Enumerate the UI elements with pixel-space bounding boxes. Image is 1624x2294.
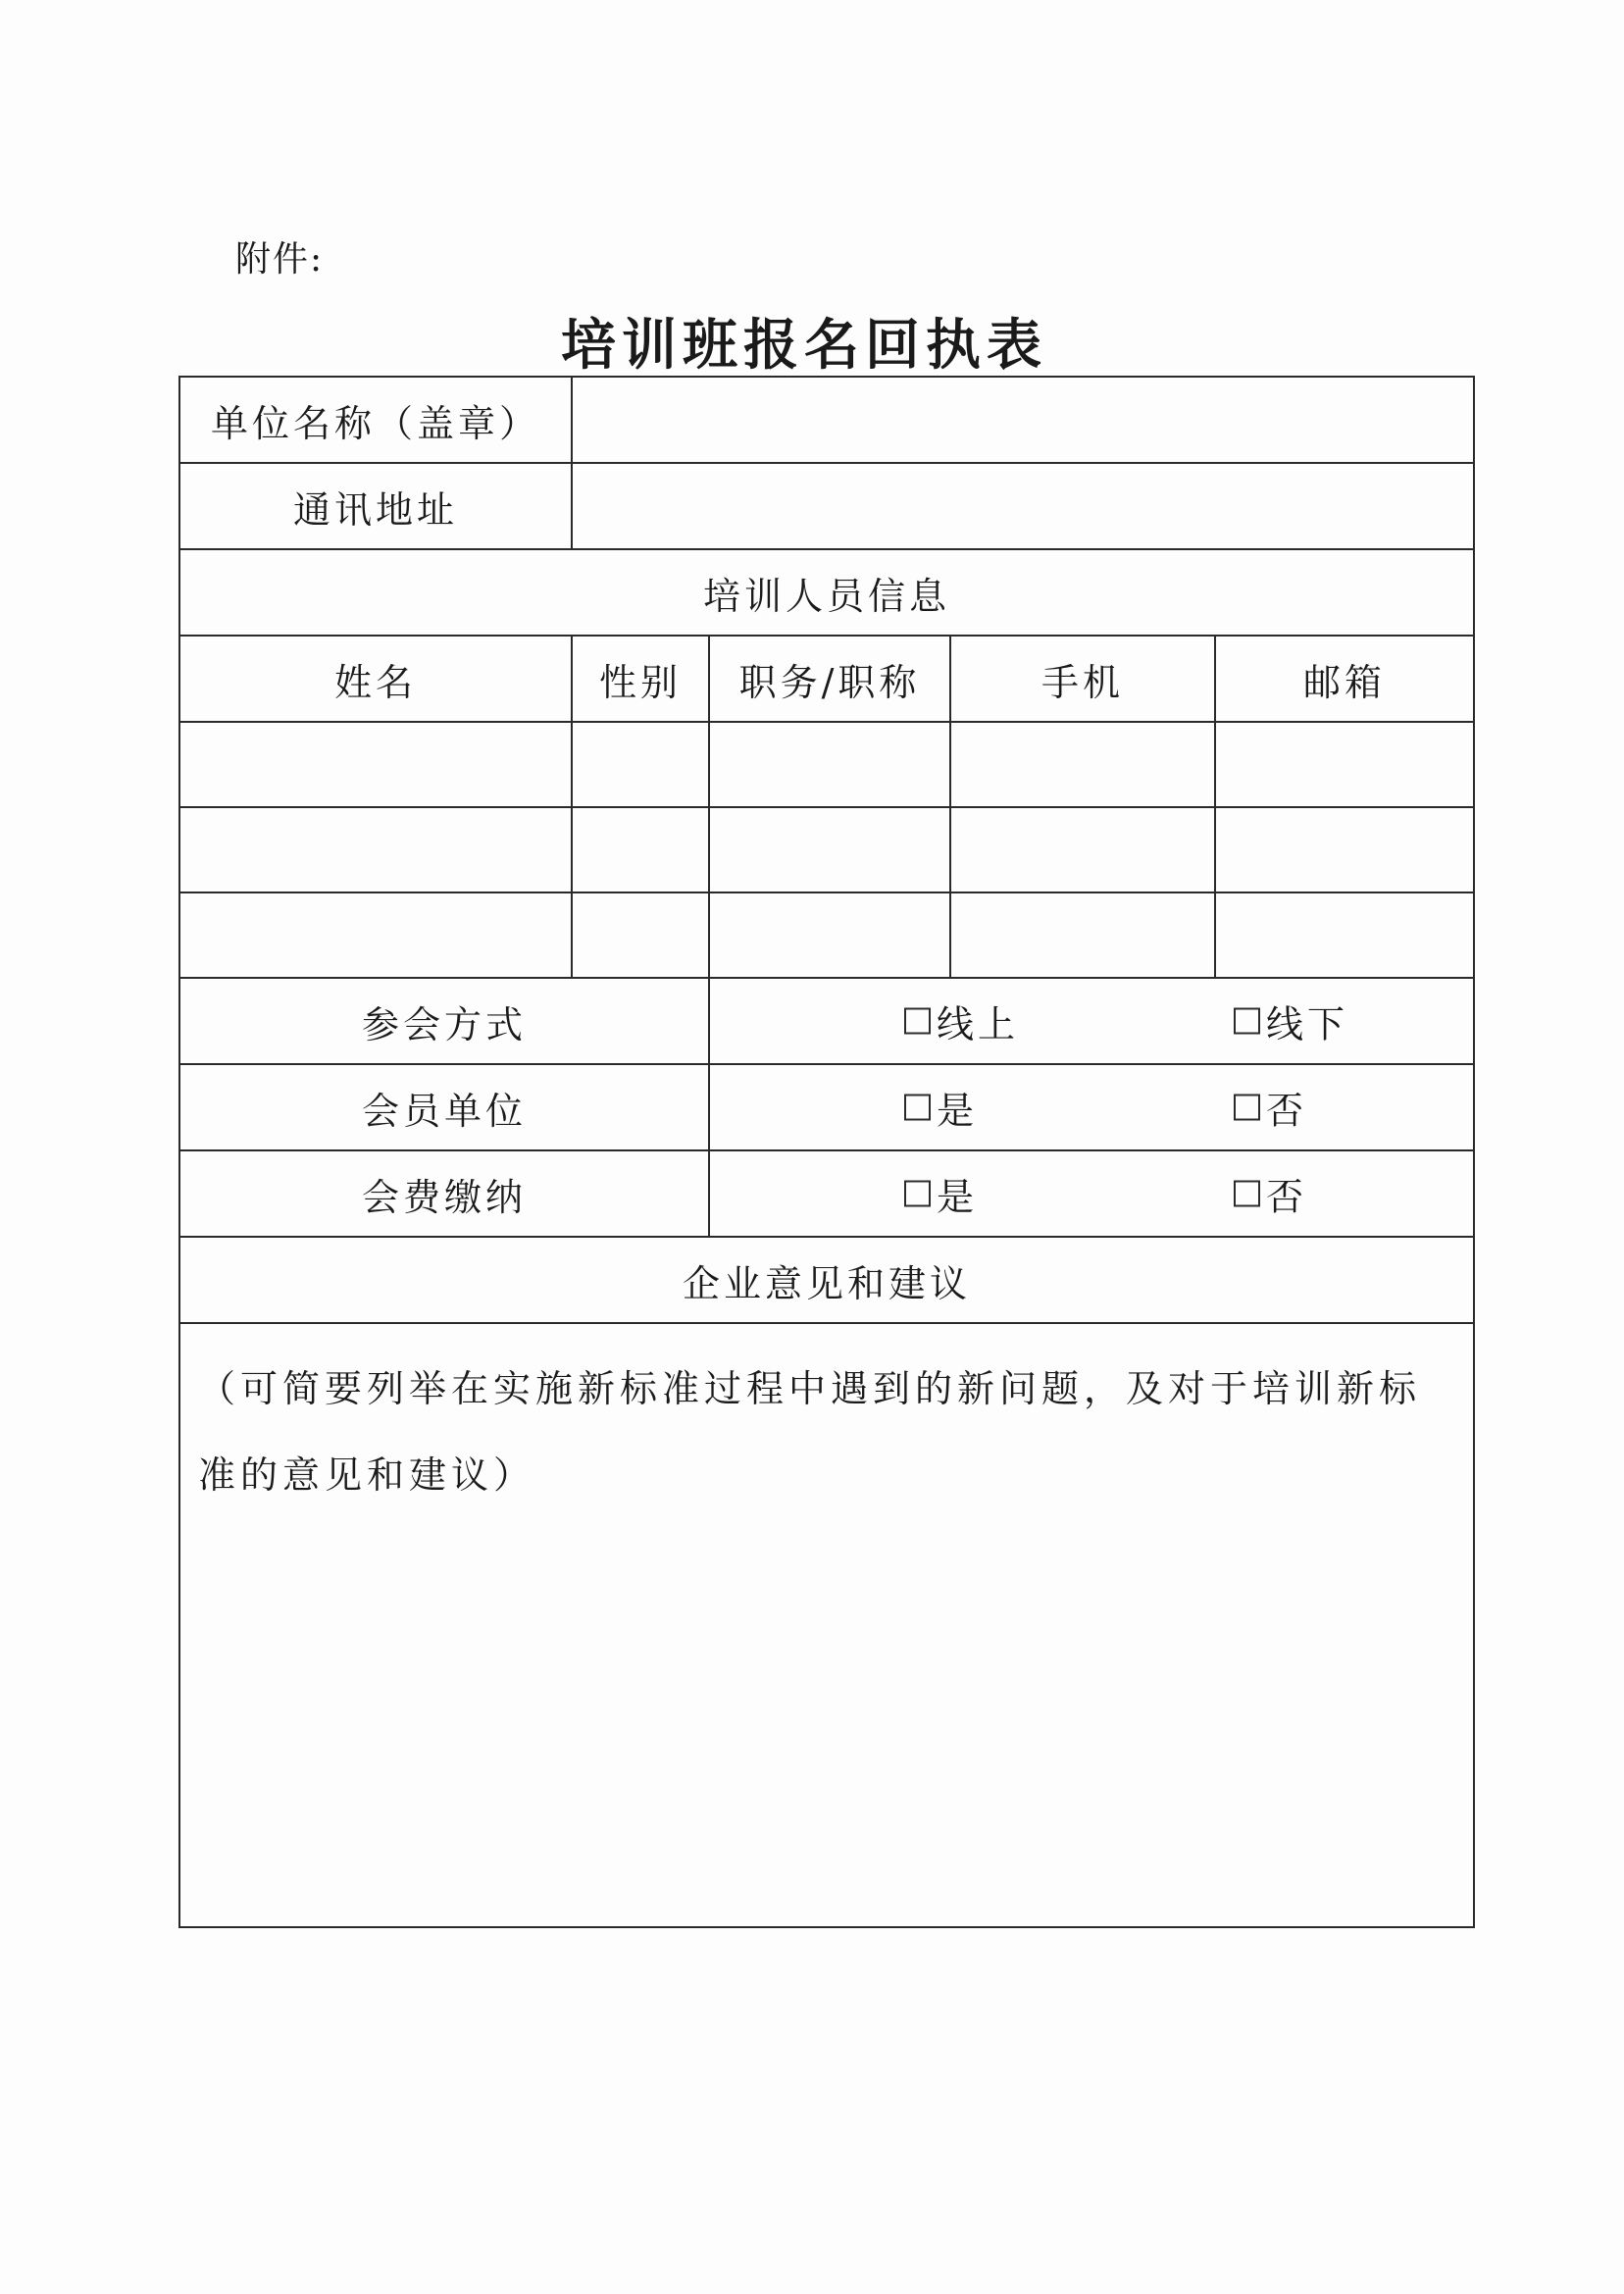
trainee-phone-input[interactable] [951, 808, 1216, 892]
attachment-label: 附件: [235, 239, 325, 280]
fee-no-option[interactable] [1234, 1167, 1307, 1221]
trainee-name-input[interactable] [180, 723, 573, 806]
trainee-gender-input[interactable] [573, 723, 710, 806]
form-title: 培训班报名回执表 [561, 313, 1047, 378]
trainee-email-input[interactable] [1216, 893, 1473, 977]
checkbox-icon[interactable] [1234, 1181, 1260, 1207]
fee-yes-label: 是 [937, 1175, 979, 1219]
attendance-mode-options [710, 979, 1473, 1063]
member-yes-label: 是 [937, 1089, 979, 1133]
checkbox-icon[interactable] [1234, 1095, 1260, 1121]
member-unit-options [710, 1065, 1473, 1149]
trainee-row [180, 723, 1473, 808]
address-input[interactable] [573, 464, 1473, 548]
trainee-name-input[interactable] [180, 808, 573, 892]
attendance-online-option[interactable] [904, 994, 1019, 1048]
trainee-row [180, 893, 1473, 979]
member-unit-row [180, 1065, 1473, 1151]
trainee-gender-input[interactable] [573, 893, 710, 977]
trainee-row [180, 808, 1473, 893]
fee-no-label: 否 [1266, 1175, 1308, 1219]
unit-name-label: 单位名称（盖章） [180, 378, 573, 462]
member-unit-label: 会员单位 [180, 1065, 710, 1149]
checkbox-icon[interactable] [904, 1181, 931, 1207]
checkbox-icon[interactable] [904, 1008, 931, 1035]
trainee-phone-input[interactable] [951, 893, 1216, 977]
col-name-header: 姓名 [180, 637, 573, 721]
trainee-email-input[interactable] [1216, 723, 1473, 806]
trainee-header-row [180, 637, 1473, 723]
suggestions-body-row [180, 1324, 1473, 1926]
fee-paid-options [710, 1151, 1473, 1236]
checkbox-icon[interactable] [904, 1095, 931, 1121]
address-label: 通讯地址 [180, 464, 573, 548]
trainee-phone-input[interactable] [951, 723, 1216, 806]
trainee-title-input[interactable] [710, 808, 951, 892]
checkbox-icon[interactable] [1234, 1008, 1260, 1035]
trainee-title-input[interactable] [710, 893, 951, 977]
trainee-gender-input[interactable] [573, 808, 710, 892]
col-phone-header: 手机 [951, 637, 1216, 721]
attendance-offline-label: 线下 [1266, 1002, 1349, 1046]
trainee-email-input[interactable] [1216, 808, 1473, 892]
trainee-name-input[interactable] [180, 893, 573, 977]
attendance-online-label: 线上 [937, 1002, 1020, 1046]
trainee-section-row [180, 550, 1473, 637]
suggestions-label: 企业意见和建议 [682, 1261, 971, 1305]
suggestions-header-row [180, 1238, 1473, 1324]
col-email-header: 邮箱 [1302, 660, 1386, 704]
unit-name-input[interactable] [573, 378, 1473, 462]
suggestions-textarea[interactable]: （可简要列举在实施新标准过程中遇到的新问题，及对于培训新标准的意见和建议） [198, 1367, 1422, 1497]
fee-paid-row [180, 1151, 1473, 1238]
col-gender-header: 性别 [573, 637, 710, 721]
fee-yes-option[interactable] [904, 1167, 978, 1221]
registration-form [178, 376, 1475, 1928]
address-row [180, 464, 1473, 550]
attendance-offline-option[interactable] [1234, 994, 1348, 1048]
member-no-option[interactable] [1234, 1081, 1307, 1135]
member-yes-option[interactable] [904, 1081, 978, 1135]
trainee-section-label: 培训人员信息 [702, 574, 950, 618]
attendance-mode-row [180, 979, 1473, 1065]
attendance-mode-label: 参会方式 [180, 979, 710, 1063]
member-no-label: 否 [1266, 1089, 1308, 1133]
trainee-title-input[interactable] [710, 723, 951, 806]
unit-name-row [180, 378, 1473, 464]
fee-paid-label: 会费缴纳 [180, 1151, 710, 1236]
col-title-header: 职务/职称 [710, 637, 951, 721]
